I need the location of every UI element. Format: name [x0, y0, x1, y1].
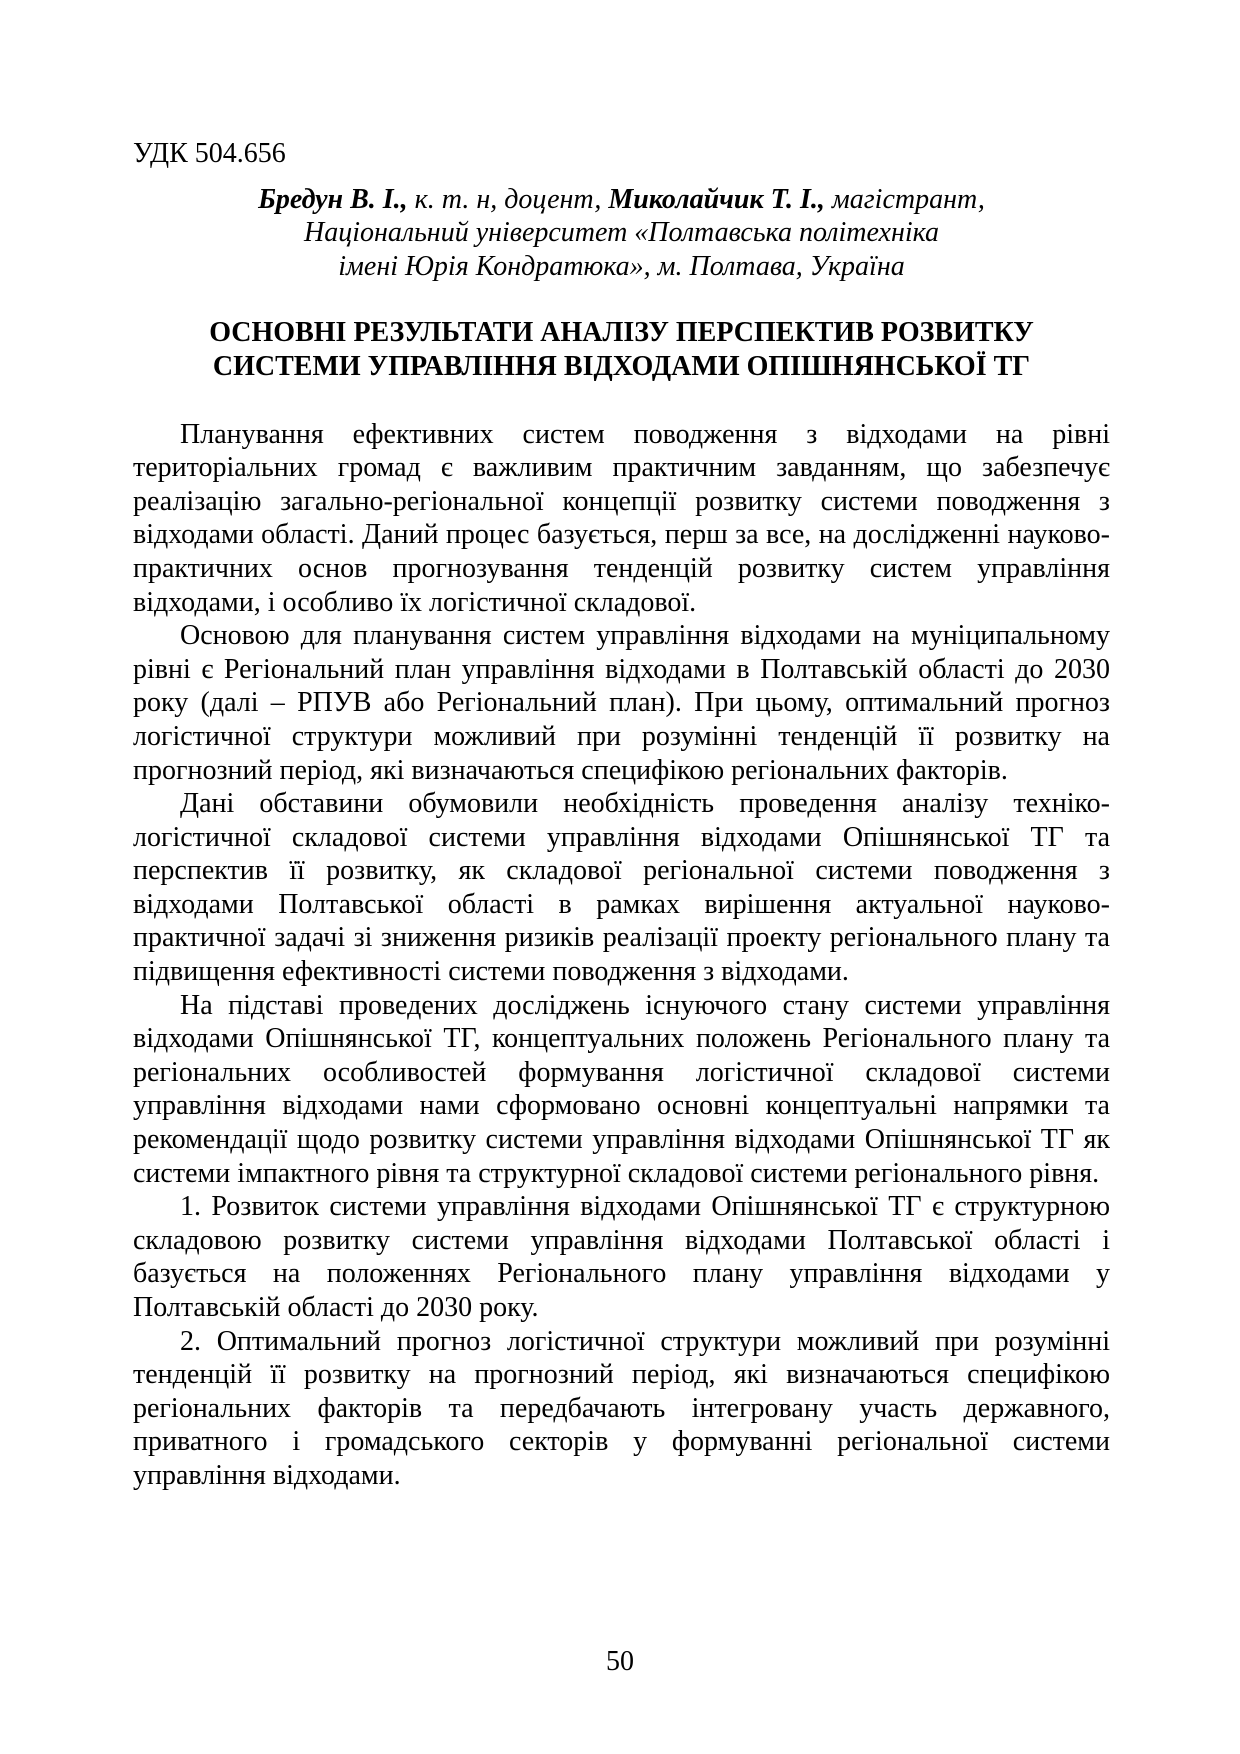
- article-title-line-2: СИСТЕМИ УПРАВЛІННЯ ВІДХОДАМИ ОПІШНЯНСЬКОЇ ТГ: [212, 350, 1031, 382]
- article-title: [133, 316, 1110, 383]
- paragraph-5: 1. Розвиток системи управління відходами Опішнянської ТГ є структурною складовою розвитку системи управління відходами Полтавської області і базується на положеннях Регіонального плану управління відходами у Полтавській області до 2030 року.: [133, 1191, 1110, 1323]
- author-role-2: магістрант,: [824, 183, 985, 215]
- affiliation-line-2: імені Юрія Кондратюка», м. Полтава, Україна: [338, 250, 905, 282]
- affiliation-line-1: Національний університет «Полтавська політехніка: [303, 217, 940, 249]
- udc-code: УДК 504.656: [133, 138, 286, 169]
- author-name-2: Миколайчик Т. І.,: [608, 183, 825, 215]
- author-name-1: Бредун В. І.,: [258, 183, 408, 215]
- paragraph-1: Планування ефективних систем поводження з відходами на рівні територіальних громад є важливим практичним завданням, що забезпечує реалізацію загально-регіональної концепції розвитку системи поводження з відходами області. Даний процес базується, перш за все, на дослідженні науково-практичних основ прогнозування тенденцій розвитку систем управління відходами, і особливо їх логістичної складової.: [133, 418, 1110, 618]
- paragraph-4: На підставі проведених досліджень існуючого стану системи управління відходами Опішнянської ТГ, концептуальних положень Регіонального плану та регіональних особливостей формування логістичної складової системи управління відходами нами сформовано основні концептуальні напрямки та рекомендації щодо розвитку системи управління відходами Опішнянської ТГ як системи імпактного рівня та структурної складової системи регіонального рівня.: [133, 989, 1110, 1189]
- paragraph-3: Дані обставини обумовили необхідність проведення аналізу техніко-логістичної складової системи управління відходами Опішнянської ТГ та перспектив її розвитку, як складової регіональної системи поводження з відходами Полтавської області в рамках вирішення актуальної науково-практичної задачі зі зниження ризиків реалізації проекту регіонального плану та підвищення ефективності системи поводження з відходами.: [133, 788, 1110, 988]
- authors-line: [133, 183, 1110, 217]
- page-number: 50: [606, 1646, 634, 1677]
- author-role-1: к. т. н, доцент,: [407, 183, 609, 215]
- paragraph-2: Основою для планування систем управління відходами на муніципальному рівні є Регіональний план управління відходами в Полтавській області до 2030 року (далі – РПУВ або Регіональний план). При цьому, оптимальний прогноз логістичної структури можливий при розумінні тенденцій її розвитку на прогнозний період, які визначаються специфікою регіональних факторів.: [133, 620, 1110, 786]
- article-title-line-1: ОСНОВНІ РЕЗУЛЬТАТИ АНАЛІЗУ ПЕРСПЕКТИВ РОЗВИТКУ: [209, 317, 1034, 349]
- paragraph-6: 2. Оптимальний прогноз логістичної структури можливий при розумінні тенденцій її розвитку на прогнозний період, які визначаються специфікою регіональних факторів та передбачають інтегровану участь державного, приватного і громадського секторів у формуванні регіональної системи управління відходами.: [133, 1325, 1110, 1491]
